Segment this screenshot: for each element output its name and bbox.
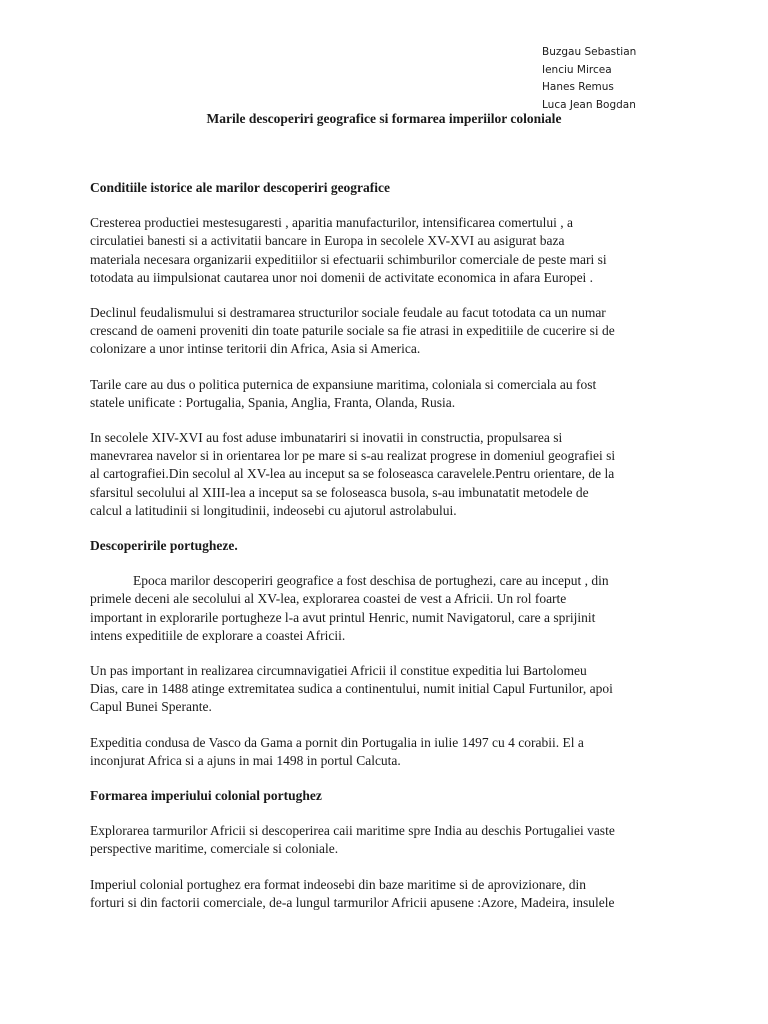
text-line: sfarsitul secolului al XIII-lea a inceput sa se foloseasca busola, s-au imbunatatit metodele de xyxy=(90,484,589,500)
paragraph xyxy=(90,572,680,645)
text-line: Dias, care in 1488 atinge extremitatea sudica a continentului, numit initial Capul Furtunilor, apoi xyxy=(90,681,613,697)
text-line: Cresterea productiei mestesugaresti , aparitia manufacturilor, intensificarea comertului , a xyxy=(90,215,574,231)
text-line: Expeditia condusa de Vasco da Gama a pornit din Portugalia in iulie 1497 cu 4 corabii. El a xyxy=(90,734,584,750)
paragraph xyxy=(90,304,680,359)
document-title: Marile descoperiri geografice si formarea imperiilor coloniale xyxy=(206,111,562,126)
text-line: Imperiul colonial portughez era format indeosebi din baze maritime si de aprovizionare, din xyxy=(90,876,586,892)
text-line: forturi si din factorii comerciale, de-a lungul tarmurilor Africii apusene :Azore, Madeira, insulele xyxy=(90,894,615,910)
author-list xyxy=(542,44,636,114)
author-name: Luca Jean Bogdan xyxy=(542,98,636,111)
text-line: Capul Bunei Sperante. xyxy=(90,699,212,715)
text-line: calcul a latitudinii si longitudinii, indeosebi cu ajutorul astrolabului. xyxy=(90,502,457,518)
paragraph xyxy=(90,822,680,858)
text-line: primele deceni ale secolului al XV-lea, explorarea coastei de vest a Africii. Un rol foarte xyxy=(90,591,567,607)
text-line: totodata au iimpulsionat cautarea unor noi domenii de activitate economica in afara Europei . xyxy=(90,269,594,285)
paragraph xyxy=(90,214,680,287)
text-line: manevrarea navelor si in orientarea lor pe mare si s-au realizat progrese in domeniul geografiei si xyxy=(90,448,616,464)
text-line: perspective maritime, comerciale si coloniale. xyxy=(90,841,339,857)
paragraph xyxy=(90,429,680,520)
author-name: Buzgau Sebastian xyxy=(542,46,637,58)
document-body xyxy=(90,179,680,929)
paragraph xyxy=(90,734,680,770)
text-line: Tarile care au dus o politica puternica de expansiune maritima, coloniala si comerciala au fost xyxy=(90,376,597,392)
text-line: important in explorarile portugheze l-a avut printul Henric, numit Navigatorul, care a sprijinit xyxy=(90,609,596,625)
author-name: Hanes Remus xyxy=(542,81,614,93)
paragraph xyxy=(90,376,680,412)
text-line: inconjurat Africa si a ajuns in mai 1498 in portul Calcuta. xyxy=(90,752,401,768)
section-heading-imperiu: Formarea imperiului colonial portughez xyxy=(90,788,322,804)
text-line: colonizare a unor intinse teritorii din Africa, Asia si America. xyxy=(90,341,421,357)
text-line: materiala necesara organizarii expeditiilor si efectuarii schimburilor comerciale de peste mari si xyxy=(90,251,607,267)
text-line: circulatiei banesti si a activitatii bancare in Europa in secolele XV-XVI au asigurat baza xyxy=(90,233,565,249)
section-heading-conditii: Conditiile istorice ale marilor descoperiri geografice xyxy=(90,180,391,195)
text-line: In secolele XIV-XVI au fost aduse imbunatariri si inovatii in constructia, propulsarea si xyxy=(90,430,563,446)
text-line: statele unificate : Portugalia, Spania, Anglia, Franta, Olanda, Rusia. xyxy=(90,394,456,410)
text-line: Declinul feudalismului si destramarea structurilor sociale feudale au facut totodata ca un numar xyxy=(90,305,606,321)
paragraph xyxy=(90,662,680,717)
text-line: intens expeditiile de explorare a coastei Africii. xyxy=(90,627,346,643)
text-line: crescand de oameni proveniti din toate paturile sociale sa fie atrasi in expeditiile de cucerire si de xyxy=(90,323,615,339)
author-name: Ienciu Mircea xyxy=(542,63,612,76)
section-heading-portugheze: Descoperirile portugheze. xyxy=(90,538,238,554)
text-line: Epoca marilor descoperiri geografice a fost deschisa de portughezi, care au inceput , din xyxy=(133,573,609,589)
text-line: Explorarea tarmurilor Africii si descoperirea caii maritime spre India au deschis Portugaliei vaste xyxy=(90,823,615,839)
text-line: al cartografiei.Din secolul al XV-lea au inceput sa se foloseasca caravelele.Pentru orientare, de la xyxy=(90,466,615,482)
text-line: Un pas important in realizarea circumnavigatiei Africii il constitue expeditia lui Bartolomeu xyxy=(90,663,587,679)
paragraph xyxy=(90,876,680,912)
